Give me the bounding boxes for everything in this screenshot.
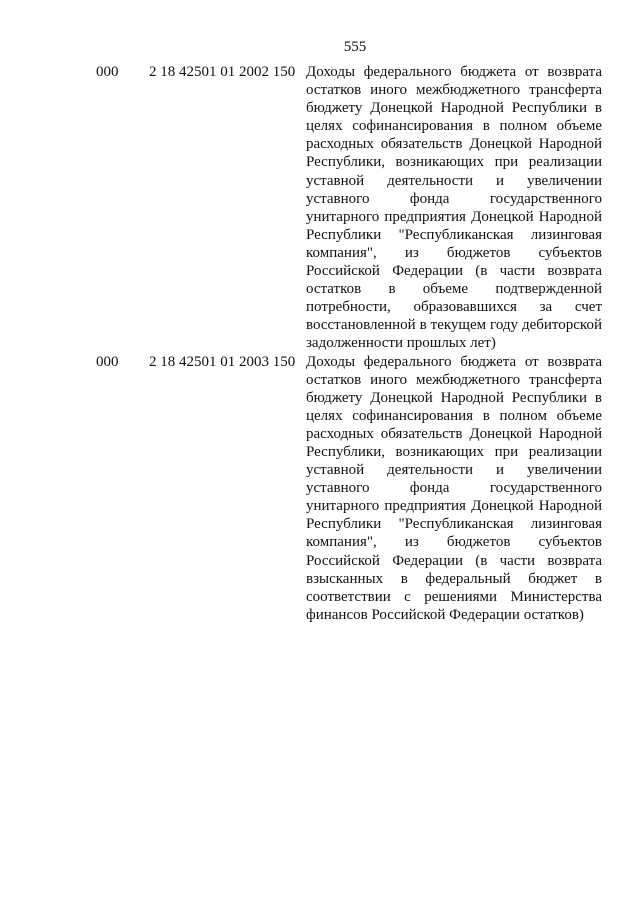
budget-classification-code: 2 18 42501 01 2002 150 [149, 64, 296, 80]
income-description: Доходы федерального бюджета от возврата остатков иного межбюджетного трансферта бюджету Донецкой Народной Республики в целях софинансирования в полном объеме расходных обязательств Донецкой Народной Республики, возникающих при реализации уставной деятельности и увеличении уставного фонда государственного унитарного предприятия Донецкой Народной Республики "Республиканская лизинговая компания", из бюджетов субъектов Российской Федерации (в части возврата взысканных в федеральный бюджет в соответствии с решениями Министерства финансов Российской Федерации остатков) [306, 353, 602, 623]
admin-code: 000 [96, 353, 119, 370]
admin-code: 000 [96, 64, 119, 80]
budget-code-table [0, 63, 640, 624]
table-row [0, 353, 640, 624]
page-number: 555 [343, 39, 367, 55]
income-description: Доходы федерального бюджета от возврата остатков иного межбюджетного трансферта бюджету Донецкой Народной Республики в целях софинансирования в полном объеме расходных обязательств Донецкой Народной Республики, возникающих при реализации уставной деятельности и увеличении уставного фонда государственного унитарного предприятия Донецкой Народной Республики "Республиканская лизинговая компания", из бюджетов субъектов Российской Федерации (в части возврата остатков в объеме подтвержденной потребности, образовавшихся за счет восстановленной в текущем году дебиторской задолженности прошлых лет) [306, 64, 602, 352]
budget-classification-code: 2 18 42501 01 2003 150 [149, 353, 296, 370]
table-row [0, 63, 640, 353]
